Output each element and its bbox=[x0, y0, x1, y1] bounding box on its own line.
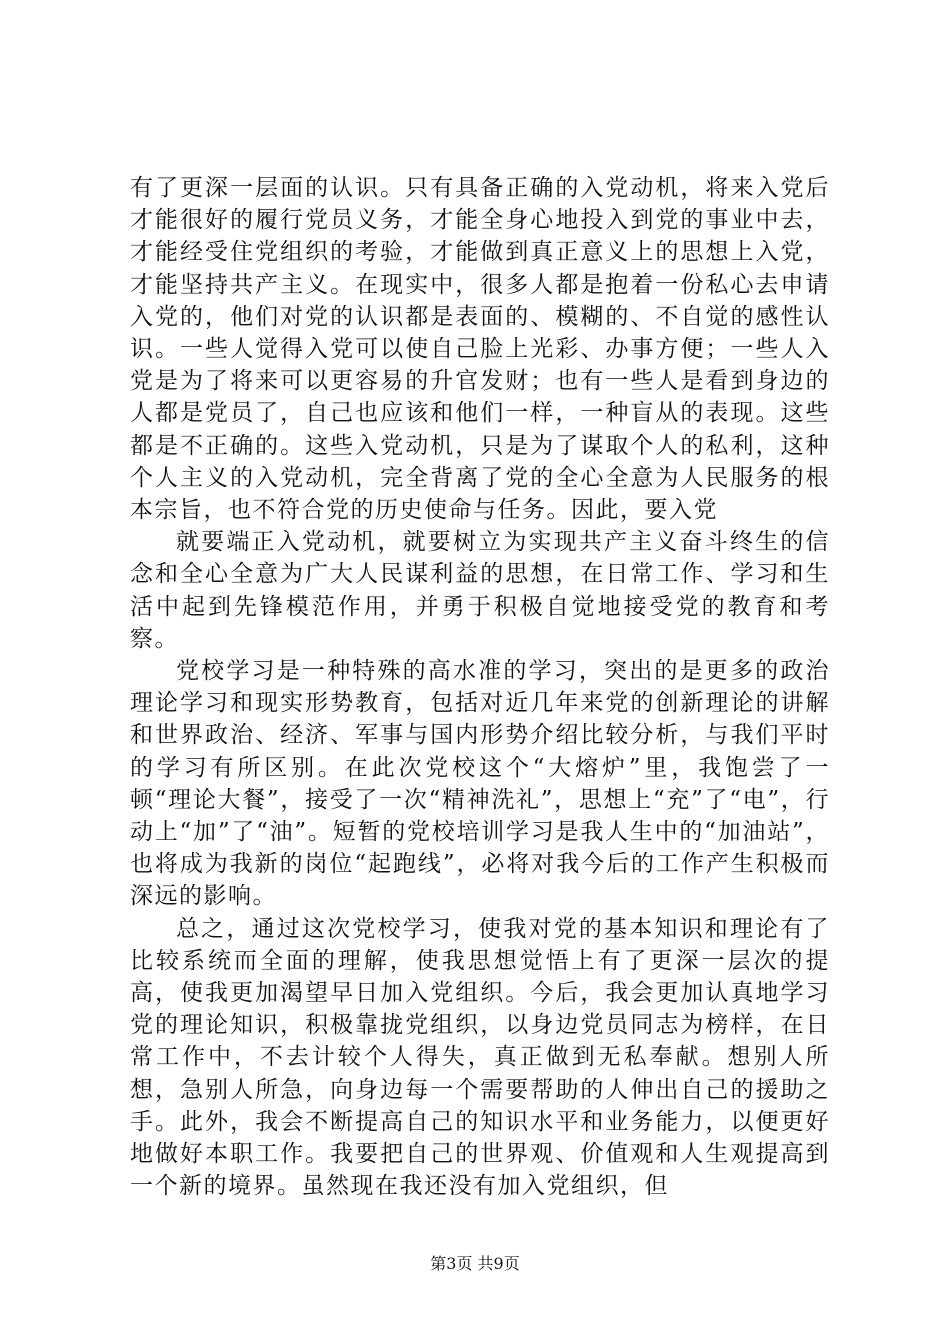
page-number-label: 第3页 共9页 bbox=[430, 1254, 520, 1273]
page-footer bbox=[0, 1254, 950, 1274]
paragraph-2: 就要端正入党动机，就要树立为实现共产主义奋斗终生的信念和全心全意为广大人民谋利益的思想，在日常工作、学习和生活中起到先锋模范作用，并勇于积极自觉地接受党的教育和考察。 bbox=[130, 529, 830, 652]
paragraph-4: 总之，通过这次党校学习，使我对党的基本知识和理论有了比较系统而全面的理解，使我思想觉悟上有了更深一层次的提高，使我更加渴望早日加入党组织。今后，我会更加认真地学习党的理论知识，积极靠拢党组织，以身边党员同志为榜样，在日常工作中，不去计较个人得失，真正做到无私奉献。想别人所想，急别人所急，向身边每一个需要帮助的人伸出自己的援助之手。此外，我会不断提高自己的知识水平和业务能力，以便更好地做好本职工作。我要把自己的世界观、价值观和人生观提高到一个新的境界。虽然现在我还没有加入党组织，但 bbox=[130, 915, 830, 1200]
paragraph-1: 有了更深一层面的认识。只有具备正确的入党动机，将来入党后才能很好的履行党员义务，才能全身心地投入到党的事业中去，才能经受住党组织的考验，才能做到真正意义上的思想上入党，才能坚持共产主义。在现实中，很多人都是抱着一份私心去申请入党的，他们对党的认识都是表面的、模糊的、不自觉的感性认识。一些人觉得入党可以使自己脸上光彩、办事方便；一些人入党是为了将来可以更容易的升官发财；也有一些人是看到身边的人都是党员了，自己也应该和他们一样，一种盲从的表现。这些都是不正确的。这些入党动机，只是为了谋取个人的私利，这种个人主义的入党动机，完全背离了党的全心全意为人民服务的根本宗旨，也不符合党的历史使命与任务。因此，要入党 bbox=[130, 175, 830, 524]
paragraph-3: 党校学习是一种特殊的高水准的学习，突出的是更多的政治理论学习和现实形势教育，包括对近几年来党的创新理论的讲解和世界政治、经济、军事与国内形势介绍比较分析，与我们平时的学习有所区别。在此次党校这个“大熔炉”里，我饱尝了一顿“理论大餐”，接受了一次“精神洗礼”，思想上“充”了“电”，行动上“加”了“油”。短暂的党校培训学习是我人生中的“加油站”，也将成为我新的岗位“起跑线”，必将对我今后的工作产生积极而深远的影响。 bbox=[130, 658, 830, 910]
document-body bbox=[130, 172, 830, 1203]
